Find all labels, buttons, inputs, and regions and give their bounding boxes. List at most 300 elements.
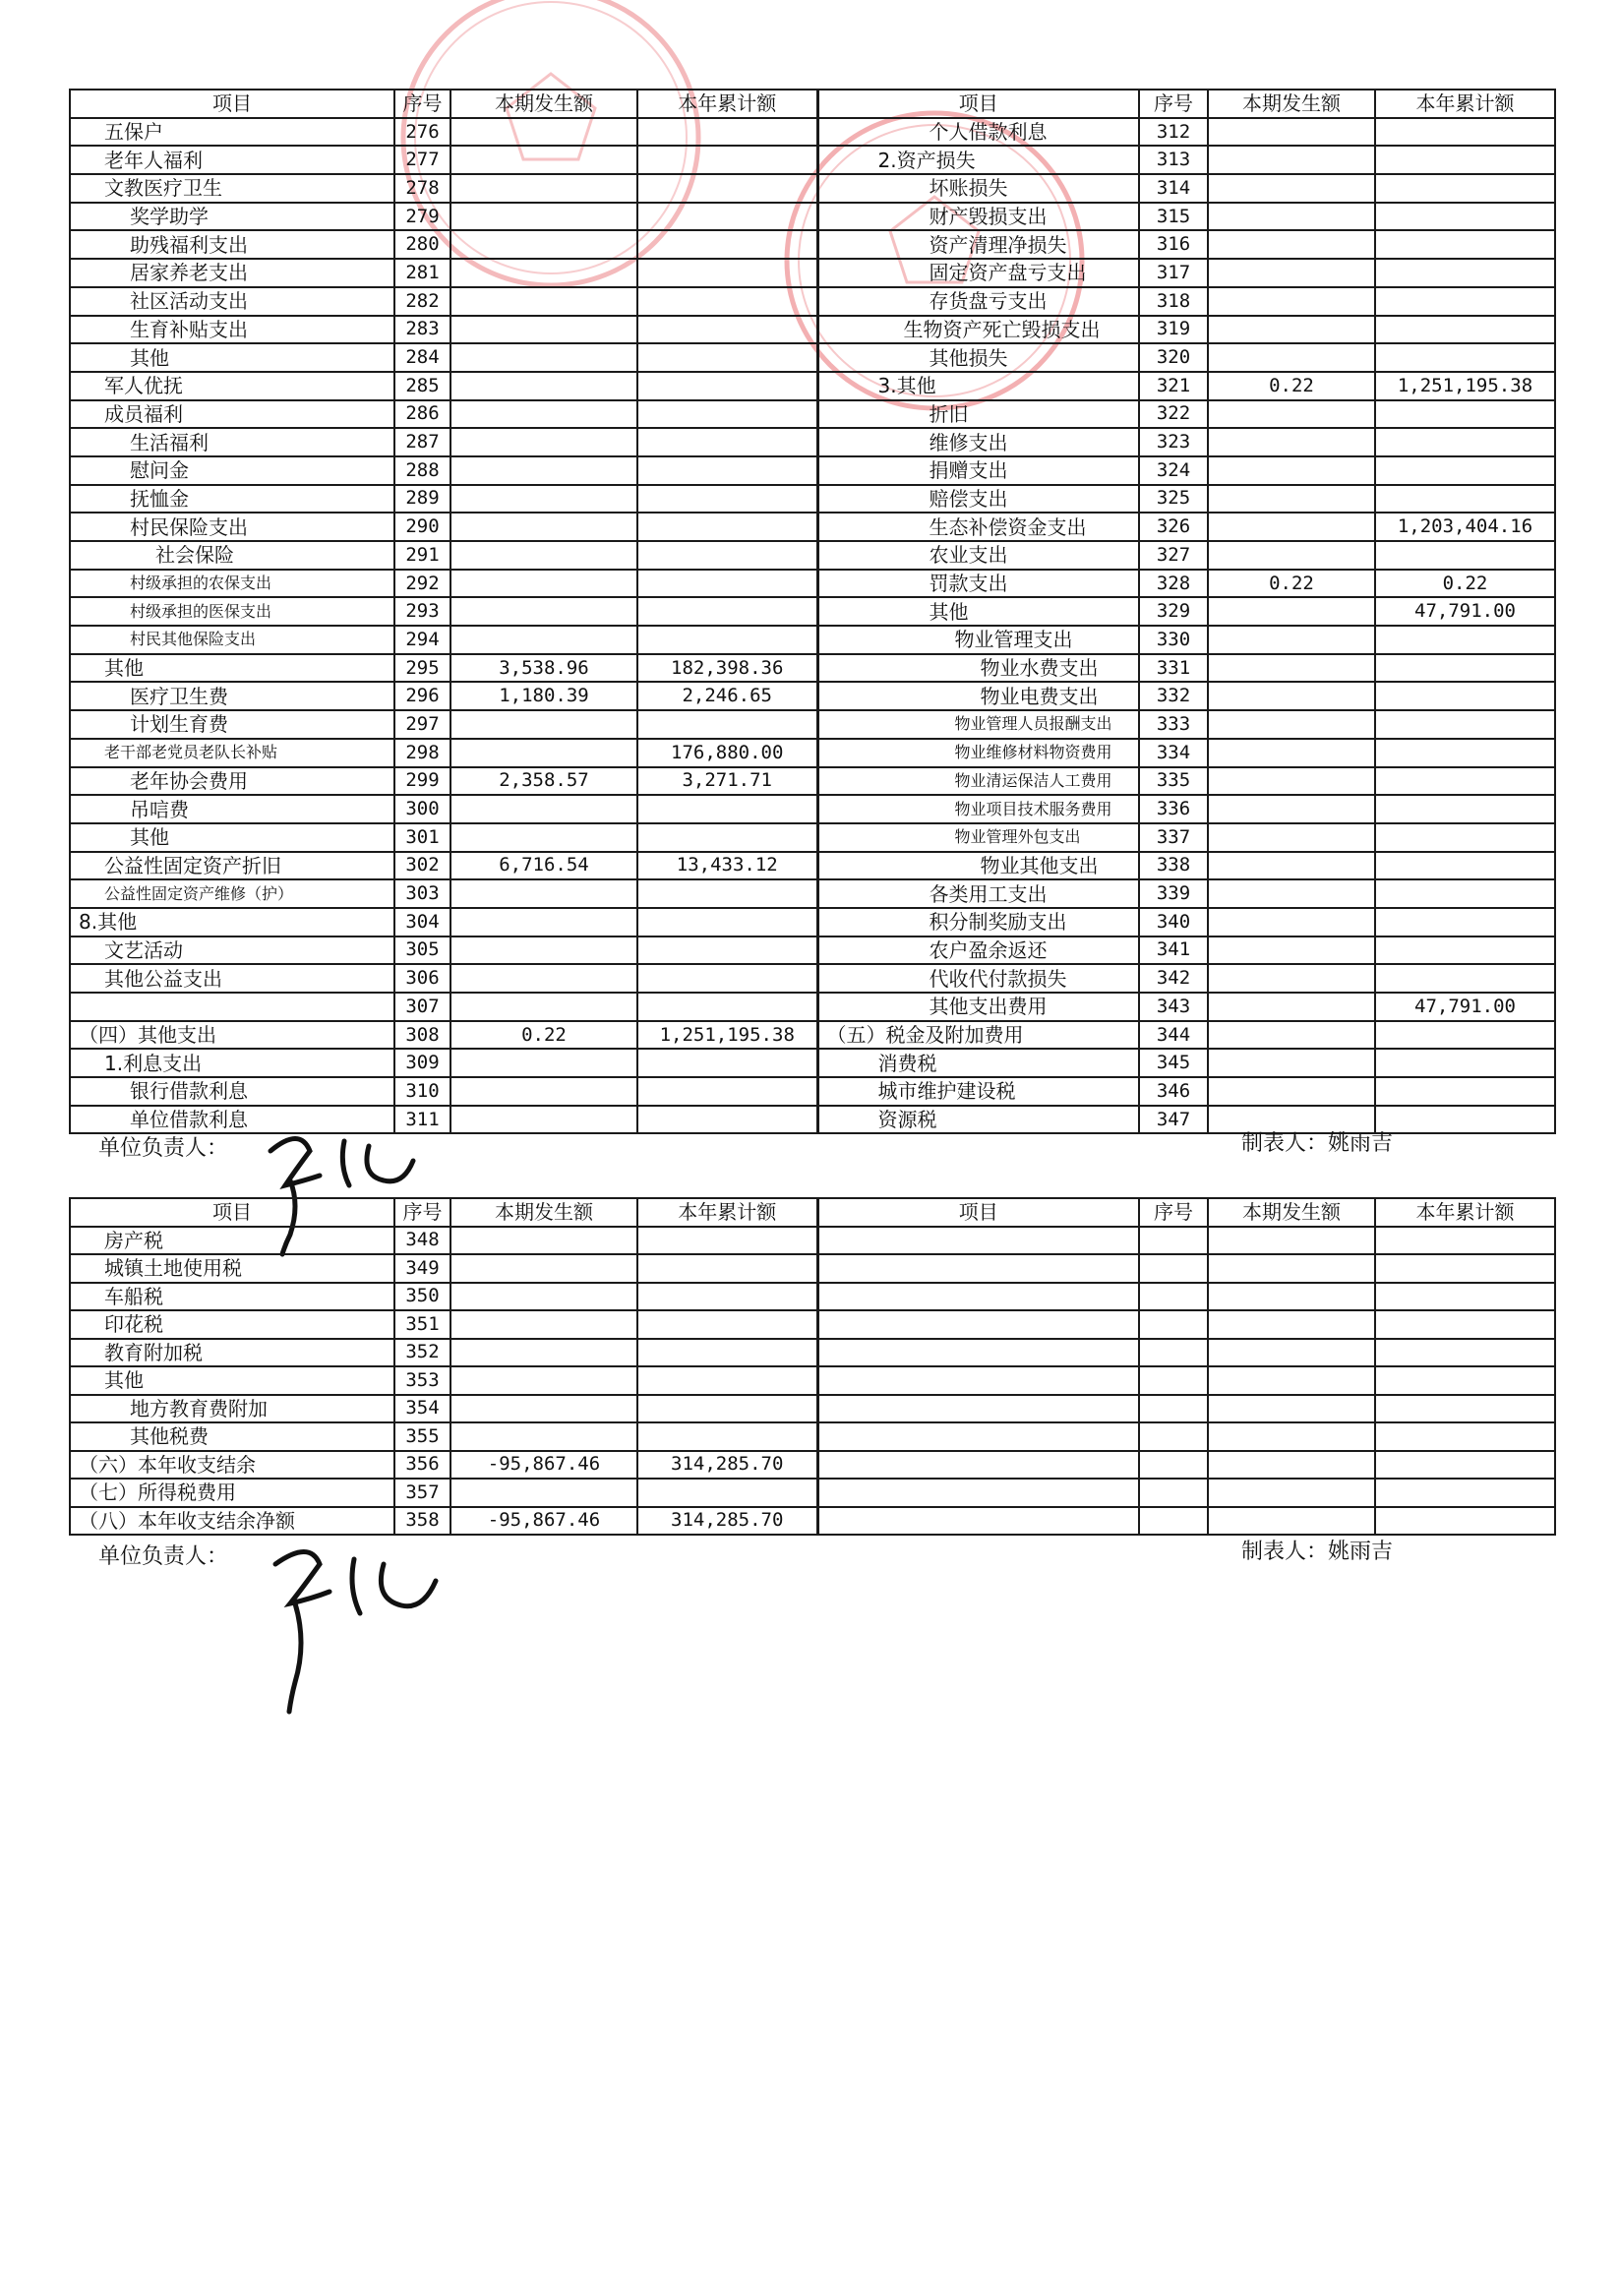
row-item-label: 物业清运保洁人工费用 bbox=[817, 767, 1139, 796]
row-seq: 307 bbox=[394, 993, 450, 1021]
row-seq: 354 bbox=[394, 1395, 450, 1423]
table-row bbox=[70, 1366, 1555, 1395]
row-seq: 286 bbox=[394, 400, 450, 429]
row-current-amount: 3,538.96 bbox=[450, 654, 637, 683]
row-seq-empty bbox=[1139, 1395, 1208, 1423]
row-current-amount bbox=[1208, 908, 1375, 937]
row-seq-empty bbox=[1139, 1366, 1208, 1395]
table-row bbox=[70, 174, 1555, 203]
row-ytd-amount bbox=[637, 1339, 817, 1367]
row-item-label: （七）所得税费用 bbox=[70, 1479, 394, 1507]
row-current-amount bbox=[450, 964, 637, 993]
row-ytd-amount bbox=[637, 1283, 817, 1311]
row-current-amount bbox=[450, 259, 637, 287]
row-seq: 329 bbox=[1139, 597, 1208, 626]
row-current-amount bbox=[450, 428, 637, 456]
row-ytd-amount: 1,251,195.38 bbox=[637, 1021, 817, 1050]
row-item-label-empty bbox=[817, 1451, 1139, 1480]
row-current-amount bbox=[1208, 118, 1375, 147]
row-item-label: 公益性固定资产折旧 bbox=[70, 852, 394, 880]
row-current-amount bbox=[450, 230, 637, 259]
row-ytd-amount-empty bbox=[1375, 1283, 1555, 1311]
table-row bbox=[70, 513, 1555, 541]
row-ytd-amount: 176,880.00 bbox=[637, 739, 817, 767]
row-item-label: 1.利息支出 bbox=[70, 1049, 394, 1077]
row-current-amount: 0.22 bbox=[1208, 570, 1375, 598]
row-ytd-amount: 47,791.00 bbox=[1375, 597, 1555, 626]
unit-head-label: 单位负责人： bbox=[98, 1136, 229, 1161]
row-ytd-amount bbox=[1375, 654, 1555, 683]
row-item-label: 抚恤金 bbox=[70, 485, 394, 514]
row-item-label: 物业管理人员报酬支出 bbox=[817, 710, 1139, 739]
header-item: 项目 bbox=[70, 1198, 394, 1227]
row-current-amount bbox=[450, 541, 637, 570]
row-current-amount bbox=[1208, 739, 1375, 767]
row-current-amount-empty bbox=[1208, 1227, 1375, 1255]
header-current-amount: 本期发生额 bbox=[450, 90, 637, 118]
table-row bbox=[70, 879, 1555, 908]
row-item-label: 车船税 bbox=[70, 1283, 394, 1311]
row-item-label: 固定资产盘亏支出 bbox=[817, 259, 1139, 287]
row-current-amount bbox=[450, 513, 637, 541]
row-ytd-amount bbox=[1375, 908, 1555, 937]
header-item: 项目 bbox=[70, 90, 394, 118]
row-seq: 315 bbox=[1139, 203, 1208, 231]
row-current-amount bbox=[1208, 682, 1375, 710]
row-seq: 344 bbox=[1139, 1021, 1208, 1050]
row-ytd-amount-empty bbox=[1375, 1254, 1555, 1283]
row-item-label: 银行借款利息 bbox=[70, 1077, 394, 1106]
table-row bbox=[70, 316, 1555, 344]
row-seq: 297 bbox=[394, 710, 450, 739]
preparer-label: 制表人： bbox=[1241, 1540, 1329, 1564]
row-seq: 340 bbox=[1139, 908, 1208, 937]
row-ytd-amount bbox=[1375, 174, 1555, 203]
row-seq: 276 bbox=[394, 118, 450, 147]
row-seq: 304 bbox=[394, 908, 450, 937]
row-current-amount-empty bbox=[1208, 1366, 1375, 1395]
row-current-amount bbox=[1208, 203, 1375, 231]
row-seq: 295 bbox=[394, 654, 450, 683]
row-current-amount-empty bbox=[1208, 1339, 1375, 1367]
row-item-label: 老干部老党员老队长补贴 bbox=[70, 739, 394, 767]
row-item-label: 其他税费 bbox=[70, 1422, 394, 1451]
header-current-amount: 本期发生额 bbox=[1208, 1198, 1375, 1227]
row-seq: 319 bbox=[1139, 316, 1208, 344]
row-current-amount bbox=[450, 1479, 637, 1507]
header-ytd-amount: 本年累计额 bbox=[1375, 90, 1555, 118]
row-seq: 318 bbox=[1139, 287, 1208, 316]
row-item-label: 社会保险 bbox=[70, 541, 394, 570]
row-item-label: 文艺活动 bbox=[70, 937, 394, 965]
row-item-label: 积分制奖励支出 bbox=[817, 908, 1139, 937]
row-item-label: 村级承担的农保支出 bbox=[70, 570, 394, 598]
table-row bbox=[70, 146, 1555, 174]
row-ytd-amount bbox=[637, 118, 817, 147]
row-current-amount bbox=[450, 287, 637, 316]
row-item-label: 单位借款利息 bbox=[70, 1106, 394, 1134]
row-current-amount bbox=[1208, 597, 1375, 626]
header-ytd-amount: 本年累计额 bbox=[637, 90, 817, 118]
row-item-label: 物业管理支出 bbox=[817, 626, 1139, 654]
row-current-amount bbox=[1208, 710, 1375, 739]
row-seq: 349 bbox=[394, 1254, 450, 1283]
row-seq-empty bbox=[1139, 1339, 1208, 1367]
row-seq: 352 bbox=[394, 1339, 450, 1367]
row-seq: 289 bbox=[394, 485, 450, 514]
row-seq: 313 bbox=[1139, 146, 1208, 174]
row-ytd-amount: 0.22 bbox=[1375, 570, 1555, 598]
row-current-amount bbox=[450, 316, 637, 344]
row-seq: 300 bbox=[394, 795, 450, 823]
row-item-label-empty bbox=[817, 1227, 1139, 1255]
row-ytd-amount bbox=[1375, 541, 1555, 570]
table-row bbox=[70, 1021, 1555, 1050]
row-ytd-amount bbox=[1375, 203, 1555, 231]
row-seq: 353 bbox=[394, 1366, 450, 1395]
row-current-amount-empty bbox=[1208, 1395, 1375, 1423]
row-seq: 296 bbox=[394, 682, 450, 710]
row-current-amount bbox=[1208, 400, 1375, 429]
row-ytd-amount bbox=[637, 287, 817, 316]
row-seq: 305 bbox=[394, 937, 450, 965]
row-item-label: 居家养老支出 bbox=[70, 259, 394, 287]
row-item-label: 捐赠支出 bbox=[817, 456, 1139, 485]
row-ytd-amount bbox=[1375, 230, 1555, 259]
row-current-amount: 0.22 bbox=[450, 1021, 637, 1050]
row-seq: 312 bbox=[1139, 118, 1208, 147]
row-item-label-empty bbox=[817, 1254, 1139, 1283]
row-item-label: 其他 bbox=[817, 597, 1139, 626]
statement-table-1 bbox=[69, 89, 1556, 1134]
row-seq: 358 bbox=[394, 1507, 450, 1536]
row-seq: 302 bbox=[394, 852, 450, 880]
row-ytd-amount bbox=[1375, 767, 1555, 796]
row-seq: 320 bbox=[1139, 343, 1208, 372]
row-seq: 355 bbox=[394, 1422, 450, 1451]
row-current-amount-empty bbox=[1208, 1479, 1375, 1507]
row-seq: 325 bbox=[1139, 485, 1208, 514]
row-ytd-amount-empty bbox=[1375, 1366, 1555, 1395]
statement-table-2 bbox=[69, 1197, 1556, 1536]
row-item-label: 生态补偿资金支出 bbox=[817, 513, 1139, 541]
table-row bbox=[70, 485, 1555, 514]
table-row bbox=[70, 372, 1555, 400]
row-seq: 341 bbox=[1139, 937, 1208, 965]
row-current-amount: -95,867.46 bbox=[450, 1507, 637, 1536]
row-ytd-amount: 2,246.65 bbox=[637, 682, 817, 710]
row-item-label: 房产税 bbox=[70, 1227, 394, 1255]
row-ytd-amount bbox=[1375, 118, 1555, 147]
row-seq: 301 bbox=[394, 823, 450, 852]
table-row bbox=[70, 1254, 1555, 1283]
row-ytd-amount bbox=[637, 993, 817, 1021]
row-seq-empty bbox=[1139, 1507, 1208, 1536]
table-row bbox=[70, 541, 1555, 570]
row-current-amount bbox=[1208, 823, 1375, 852]
table-row bbox=[70, 230, 1555, 259]
row-seq: 332 bbox=[1139, 682, 1208, 710]
row-seq: 291 bbox=[394, 541, 450, 570]
table-row bbox=[70, 597, 1555, 626]
row-ytd-amount bbox=[637, 1106, 817, 1134]
row-current-amount bbox=[450, 372, 637, 400]
row-ytd-amount bbox=[1375, 428, 1555, 456]
row-current-amount bbox=[450, 1077, 637, 1106]
row-ytd-amount bbox=[637, 795, 817, 823]
row-item-label-empty bbox=[817, 1479, 1139, 1507]
table-row bbox=[70, 400, 1555, 429]
row-current-amount bbox=[450, 203, 637, 231]
row-current-amount bbox=[450, 993, 637, 1021]
row-ytd-amount-empty bbox=[1375, 1339, 1555, 1367]
row-current-amount bbox=[1208, 879, 1375, 908]
row-seq-empty bbox=[1139, 1227, 1208, 1255]
row-ytd-amount bbox=[1375, 710, 1555, 739]
table-row bbox=[70, 908, 1555, 937]
row-seq: 317 bbox=[1139, 259, 1208, 287]
row-seq: 323 bbox=[1139, 428, 1208, 456]
row-item-label: 财产毁损支出 bbox=[817, 203, 1139, 231]
table-row bbox=[70, 795, 1555, 823]
row-seq: 299 bbox=[394, 767, 450, 796]
row-item-label: 物业维修材料物资费用 bbox=[817, 739, 1139, 767]
row-seq: 330 bbox=[1139, 626, 1208, 654]
row-current-amount bbox=[450, 570, 637, 598]
header-current-amount: 本期发生额 bbox=[1208, 90, 1375, 118]
row-item-label: 维修支出 bbox=[817, 428, 1139, 456]
row-current-amount bbox=[450, 456, 637, 485]
row-seq: 288 bbox=[394, 456, 450, 485]
table-row bbox=[70, 259, 1555, 287]
row-item-label: 地方教育费附加 bbox=[70, 1395, 394, 1423]
row-ytd-amount bbox=[1375, 456, 1555, 485]
preparer-line bbox=[1241, 1126, 1393, 1157]
row-seq-empty bbox=[1139, 1283, 1208, 1311]
row-ytd-amount bbox=[637, 937, 817, 965]
row-current-amount: -95,867.46 bbox=[450, 1451, 637, 1480]
row-current-amount bbox=[450, 710, 637, 739]
row-item-label: 生物资产死亡毁损支出 bbox=[817, 316, 1139, 344]
row-item-label: 慰问金 bbox=[70, 456, 394, 485]
row-seq: 342 bbox=[1139, 964, 1208, 993]
table-row bbox=[70, 852, 1555, 880]
row-current-amount-empty bbox=[1208, 1507, 1375, 1536]
row-current-amount bbox=[450, 174, 637, 203]
row-ytd-amount bbox=[637, 343, 817, 372]
row-item-label: 其他 bbox=[70, 1366, 394, 1395]
row-current-amount-empty bbox=[1208, 1451, 1375, 1480]
row-seq: 333 bbox=[1139, 710, 1208, 739]
row-item-label-empty bbox=[817, 1366, 1139, 1395]
row-item-label: （五）税金及附加费用 bbox=[817, 1021, 1139, 1050]
row-current-amount-empty bbox=[1208, 1283, 1375, 1311]
row-seq: 281 bbox=[394, 259, 450, 287]
row-current-amount: 6,716.54 bbox=[450, 852, 637, 880]
row-item-label: 城镇土地使用税 bbox=[70, 1254, 394, 1283]
preparer-label: 制表人： bbox=[1241, 1131, 1329, 1156]
row-current-amount bbox=[450, 597, 637, 626]
row-ytd-amount bbox=[637, 400, 817, 429]
row-ytd-amount bbox=[1375, 964, 1555, 993]
row-ytd-amount-empty bbox=[1375, 1310, 1555, 1339]
row-ytd-amount bbox=[1375, 1021, 1555, 1050]
row-ytd-amount bbox=[1375, 259, 1555, 287]
header-seq: 序号 bbox=[394, 1198, 450, 1227]
row-current-amount bbox=[1208, 513, 1375, 541]
row-current-amount bbox=[1208, 456, 1375, 485]
row-current-amount bbox=[1208, 343, 1375, 372]
row-current-amount bbox=[450, 879, 637, 908]
row-current-amount bbox=[1208, 541, 1375, 570]
row-seq: 294 bbox=[394, 626, 450, 654]
row-ytd-amount bbox=[1375, 1106, 1555, 1134]
row-seq: 336 bbox=[1139, 795, 1208, 823]
preparer-name: 姚雨吉 bbox=[1328, 1131, 1394, 1156]
row-item-label: 3.其他 bbox=[817, 372, 1139, 400]
table-row bbox=[70, 1283, 1555, 1311]
row-current-amount bbox=[1208, 230, 1375, 259]
row-item-label: 生育补贴支出 bbox=[70, 316, 394, 344]
row-seq: 327 bbox=[1139, 541, 1208, 570]
header-seq: 序号 bbox=[1139, 1198, 1208, 1227]
row-seq: 277 bbox=[394, 146, 450, 174]
row-ytd-amount: 182,398.36 bbox=[637, 654, 817, 683]
row-item-label: 计划生育费 bbox=[70, 710, 394, 739]
row-ytd-amount bbox=[1375, 795, 1555, 823]
header-seq: 序号 bbox=[394, 90, 450, 118]
row-ytd-amount-empty bbox=[1375, 1507, 1555, 1536]
row-seq: 351 bbox=[394, 1310, 450, 1339]
row-current-amount bbox=[450, 908, 637, 937]
table-2-header-row bbox=[70, 1198, 1555, 1227]
row-current-amount bbox=[1208, 852, 1375, 880]
table-row bbox=[70, 203, 1555, 231]
row-seq: 338 bbox=[1139, 852, 1208, 880]
table-row bbox=[70, 710, 1555, 739]
row-current-amount bbox=[450, 1395, 637, 1423]
row-ytd-amount bbox=[637, 570, 817, 598]
row-seq: 285 bbox=[394, 372, 450, 400]
row-seq: 350 bbox=[394, 1283, 450, 1311]
row-seq: 357 bbox=[394, 1479, 450, 1507]
row-ytd-amount bbox=[637, 1479, 817, 1507]
unit-head-label: 单位负责人： bbox=[98, 1544, 229, 1569]
row-current-amount bbox=[1208, 485, 1375, 514]
row-ytd-amount: 3,271.71 bbox=[637, 767, 817, 796]
row-item-label: 村民其他保险支出 bbox=[70, 626, 394, 654]
row-seq: 348 bbox=[394, 1227, 450, 1255]
row-current-amount bbox=[1208, 795, 1375, 823]
table-row bbox=[70, 654, 1555, 683]
row-seq: 324 bbox=[1139, 456, 1208, 485]
row-current-amount bbox=[450, 1310, 637, 1339]
row-current-amount bbox=[450, 1106, 637, 1134]
row-item-label: 城市维护建设税 bbox=[817, 1077, 1139, 1106]
row-current-amount bbox=[1208, 259, 1375, 287]
row-item-label: 坏账损失 bbox=[817, 174, 1139, 203]
row-current-amount bbox=[1208, 964, 1375, 993]
row-item-label: 农户盈余返还 bbox=[817, 937, 1139, 965]
row-ytd-amount bbox=[637, 372, 817, 400]
row-seq: 293 bbox=[394, 597, 450, 626]
row-current-amount bbox=[1208, 1049, 1375, 1077]
row-seq: 331 bbox=[1139, 654, 1208, 683]
row-seq: 292 bbox=[394, 570, 450, 598]
row-current-amount bbox=[1208, 287, 1375, 316]
row-ytd-amount bbox=[637, 1254, 817, 1283]
row-seq: 339 bbox=[1139, 879, 1208, 908]
row-item-label: 其他 bbox=[70, 343, 394, 372]
row-ytd-amount bbox=[637, 230, 817, 259]
row-item-label-empty bbox=[817, 1283, 1139, 1311]
row-item-label: 各类用工支出 bbox=[817, 879, 1139, 908]
header-seq: 序号 bbox=[1139, 90, 1208, 118]
row-seq: 322 bbox=[1139, 400, 1208, 429]
table-row bbox=[70, 993, 1555, 1021]
row-current-amount bbox=[450, 1422, 637, 1451]
row-seq: 345 bbox=[1139, 1049, 1208, 1077]
row-ytd-amount bbox=[637, 1366, 817, 1395]
table-row bbox=[70, 1077, 1555, 1106]
row-ytd-amount bbox=[1375, 146, 1555, 174]
row-ytd-amount bbox=[637, 1077, 817, 1106]
table-row bbox=[70, 1451, 1555, 1480]
row-seq-empty bbox=[1139, 1422, 1208, 1451]
row-current-amount bbox=[1208, 993, 1375, 1021]
table-row bbox=[70, 570, 1555, 598]
row-seq: 314 bbox=[1139, 174, 1208, 203]
row-ytd-amount: 1,251,195.38 bbox=[1375, 372, 1555, 400]
row-seq: 343 bbox=[1139, 993, 1208, 1021]
handwritten-signature bbox=[251, 1535, 448, 1722]
table-1-body bbox=[70, 118, 1555, 1134]
row-item-label: 印花税 bbox=[70, 1310, 394, 1339]
row-ytd-amount bbox=[637, 146, 817, 174]
row-ytd-amount-empty bbox=[1375, 1395, 1555, 1423]
row-current-amount bbox=[1208, 626, 1375, 654]
table-row bbox=[70, 739, 1555, 767]
row-ytd-amount bbox=[1375, 823, 1555, 852]
preparer-name: 姚雨吉 bbox=[1328, 1540, 1394, 1564]
preparer-line bbox=[1241, 1535, 1393, 1565]
row-item-label: 物业水费支出 bbox=[817, 654, 1139, 683]
row-current-amount bbox=[450, 485, 637, 514]
row-ytd-amount: 47,791.00 bbox=[1375, 993, 1555, 1021]
table-row bbox=[70, 682, 1555, 710]
row-current-amount bbox=[1208, 937, 1375, 965]
table-row bbox=[70, 823, 1555, 852]
header-item: 项目 bbox=[817, 90, 1139, 118]
row-seq: 290 bbox=[394, 513, 450, 541]
row-seq: 282 bbox=[394, 287, 450, 316]
row-seq: 310 bbox=[394, 1077, 450, 1106]
row-current-amount bbox=[450, 118, 637, 147]
row-seq: 303 bbox=[394, 879, 450, 908]
row-item-label: （四）其他支出 bbox=[70, 1021, 394, 1050]
table-row bbox=[70, 626, 1555, 654]
row-seq: 283 bbox=[394, 316, 450, 344]
row-item-label: 成员福利 bbox=[70, 400, 394, 429]
row-ytd-amount: 314,285.70 bbox=[637, 1507, 817, 1536]
row-seq: 316 bbox=[1139, 230, 1208, 259]
row-item-label: 资产清理净损失 bbox=[817, 230, 1139, 259]
row-item-label: 生活福利 bbox=[70, 428, 394, 456]
row-current-amount bbox=[1208, 1021, 1375, 1050]
row-ytd-amount: 13,433.12 bbox=[637, 852, 817, 880]
row-ytd-amount: 314,285.70 bbox=[637, 1451, 817, 1480]
row-item-label: 物业其他支出 bbox=[817, 852, 1139, 880]
